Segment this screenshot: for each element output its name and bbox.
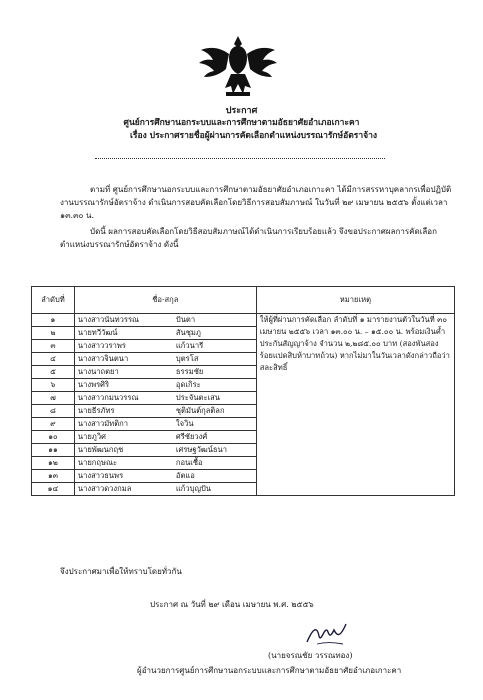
- signer-name: (นายจรณชัย วรรณทอง): [268, 651, 353, 660]
- row-firstname: นางสาวจินตนา: [77, 354, 129, 363]
- row-number: ๙: [32, 418, 75, 431]
- paragraph-background: ตามที่ ศูนย์การศึกษานอกระบบและการศึกษาตามอัธยาศัยอำเภอเกาะคา ได้มีการสรรหาบุคลากรเพื่อปฏิบัติงานบรรณารักษ์อัตราจ้าง ดำเนินการสอบคัดเลือกโดยวิธีการสอบสัมภาษณ์ ในวันที่ ๒๙ เมษายน ๒๕๕๖ ตั้งแต่เวลา ๑๓.๓๐ น.: [60, 185, 452, 220]
- row-firstname: นางสาวดวงกมล: [77, 484, 132, 493]
- row-surname: ศรีชัยวงศ์: [175, 432, 208, 441]
- row-firstname: นางนาถตยา: [77, 367, 119, 376]
- row-fullname: [74, 418, 256, 431]
- table-header-row: [32, 287, 455, 314]
- row-surname: เศรษฐวัฒน์ธนา: [175, 445, 228, 454]
- row-firstname: นางพรศิริ: [77, 380, 110, 389]
- row-firstname: นายทวีวัฒน์: [77, 328, 118, 337]
- row-number: ๑๒: [32, 457, 75, 470]
- row-fullname: [74, 353, 256, 366]
- row-surname: กอนเชื้อ: [175, 458, 203, 467]
- row-number: ๗: [32, 392, 75, 405]
- row-fullname: [74, 366, 256, 379]
- row-firstname: นางสาวกมนวรรณ: [77, 393, 139, 402]
- signature: [303, 622, 349, 648]
- row-fullname: [74, 327, 256, 340]
- announcement-date: ประกาศ ณ วันที่ ๒๙ เดือน เมษายน พ.ศ. ๒๕๕๖: [150, 600, 314, 609]
- row-surname: บุตรโส: [175, 354, 199, 363]
- row-firstname: นางสาวมัทติกา: [77, 419, 129, 428]
- row-surname: อุดเกิระ: [175, 380, 201, 389]
- closing-statement: จึงประกาศมาเพื่อให้ทราบโดยทั่วกัน: [60, 567, 182, 576]
- row-firstname: นายพัฒนกฤช: [77, 445, 124, 454]
- header-remark: หมายเหตุ: [256, 287, 454, 314]
- paragraph-result: บัดนี้ ผลการสอบคัดเลือกโดยวิธีสอบสัมภาษณ์ได้ดำเนินการเรียบร้อยแล้ว จึงขอประกาศผลการคัดเลือกตำแหน่งบรรณารักษ์อัตราจ้าง ดังนี้: [60, 227, 437, 249]
- row-number: ๑๓: [32, 470, 75, 483]
- row-fullname: [74, 483, 256, 496]
- row-number: ๓: [32, 340, 75, 353]
- row-firstname: นายกฤษณะ: [77, 458, 118, 467]
- row-number: ๒: [32, 327, 75, 340]
- row-fullname: [74, 379, 256, 392]
- row-firstname: นายภูวิศ: [77, 432, 106, 441]
- announcement-title: ประกาศ: [225, 106, 258, 116]
- header-name: ชื่อ-สกุล: [74, 287, 256, 314]
- remark-cell: ให้ผู้ที่ผ่านการคัดเลือก ลำดับที่ ๑ มารายงานตัวในวันที่ ๓๐ เมษายน ๒๕๕๖ เวลา ๑๓.๐๐ น. – ๑๕.๐๐ น. พร้อมเงินค้ำประกันสัญญาจ้าง จำนวน ๒,๒๘๕.๐๐ บาท (สองพันสองร้อยแปดสิบห้าบาทถ้วน) หากไม่มาในวันเวลาดังกล่าวถือว่าสละสิทธิ์: [256, 314, 454, 496]
- table-row: [32, 314, 455, 327]
- row-number: ๑๐: [32, 431, 75, 444]
- row-firstname: นางสาวนันทวรรณ: [77, 315, 140, 324]
- results-table-body: [32, 314, 455, 496]
- row-number: ๖: [32, 379, 75, 392]
- row-number: ๕: [32, 366, 75, 379]
- dotted-divider: [95, 158, 385, 159]
- row-surname: ประจันตะเสน: [175, 393, 220, 402]
- row-surname: ธรรมชัย: [175, 367, 204, 376]
- row-surname: แก้วนารี: [175, 341, 204, 350]
- row-fullname: [74, 340, 256, 353]
- row-number: ๘: [32, 405, 75, 418]
- row-fullname: [74, 431, 256, 444]
- row-fullname: [74, 392, 256, 405]
- garuda-emblem-icon: [196, 34, 280, 102]
- row-fullname: [74, 457, 256, 470]
- row-fullname: [74, 470, 256, 483]
- row-number: ๑๑: [32, 444, 75, 457]
- row-number: ๑๔: [32, 483, 75, 496]
- row-surname: ปันตา: [175, 315, 196, 324]
- announcement-subject: เรื่อง ประกาศรายชื่อผู้ผ่านการคัดเลือกตำแหน่งบรรณารักษ์อัตราจ้าง: [130, 131, 378, 141]
- row-surname: อัตแอ: [175, 471, 195, 480]
- row-number: ๑: [32, 314, 75, 327]
- row-surname: สันชุมภู: [175, 328, 201, 337]
- row-number: ๔: [32, 353, 75, 366]
- row-firstname: นายธีรภัทร: [77, 406, 115, 415]
- results-table: [31, 286, 455, 496]
- row-fullname: [74, 405, 256, 418]
- header-order: ลำดับที่: [32, 287, 75, 314]
- row-firstname: นางสาวธนพร: [77, 471, 124, 480]
- signer-position: ผู้อำนวยการศูนย์การศึกษานอกระบบและการศึกษาตามอัธยาศัยอำเภอเกาะคา: [137, 666, 402, 675]
- row-surname: ใจวิน: [175, 419, 194, 428]
- row-surname: แก้วบุญปัน: [175, 484, 211, 493]
- row-firstname: นางสาววราพร: [77, 341, 126, 350]
- row-surname: ชุติมันต์กุลติลก: [175, 406, 225, 415]
- row-fullname: [74, 444, 256, 457]
- row-fullname: [74, 314, 256, 327]
- organization-name: ศูนย์การศึกษานอกระบบและการศึกษาตามอัธยาศัยอำเภอเกาะคา: [123, 118, 360, 128]
